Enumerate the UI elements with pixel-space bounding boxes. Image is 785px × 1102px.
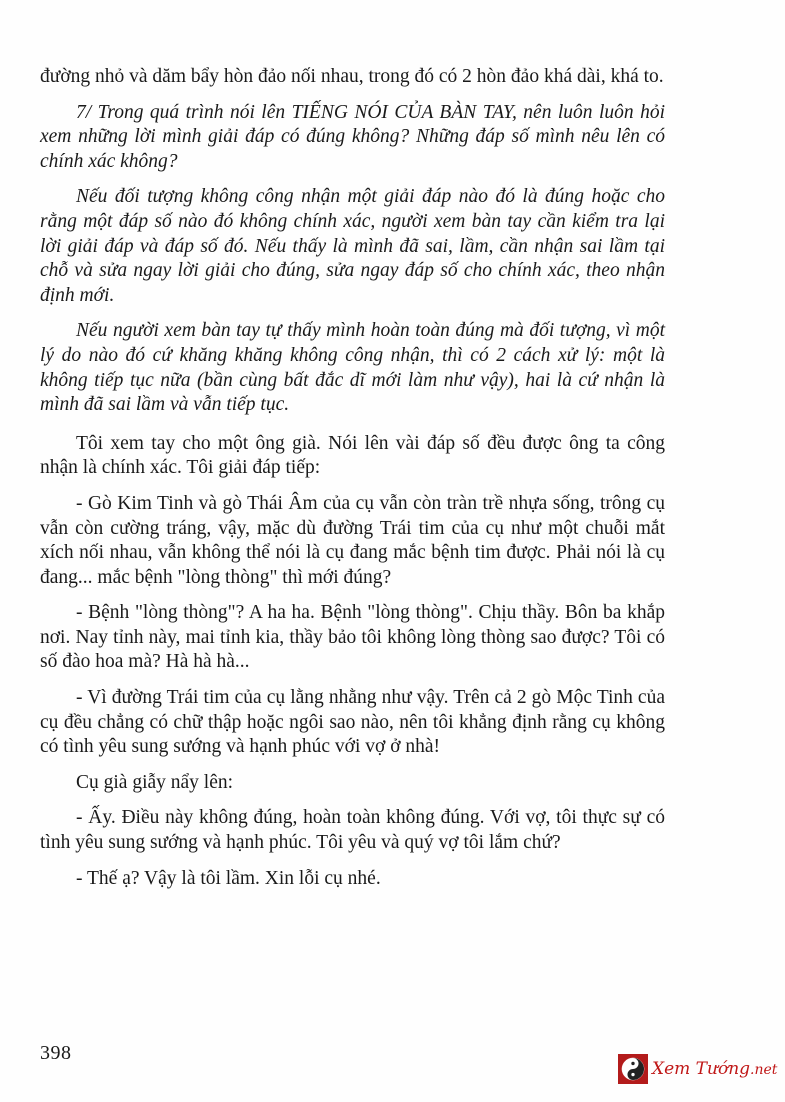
- body-text: [40, 65, 665, 902]
- page-number: 398: [40, 1042, 72, 1064]
- watermark-brand: Xem Tướng: [652, 1059, 751, 1079]
- paragraph-1: đường nhỏ và dăm bẩy hòn đảo nối nhau, trong đó có 2 hòn đảo khá dài, khá to.: [40, 66, 664, 87]
- yin-yang-icon: [618, 1054, 648, 1084]
- paragraph-9: Cụ già giẫy nẩy lên:: [76, 771, 234, 793]
- paragraph-10: - Ấy. Điều này không đúng, hoàn toàn không đúng. Với vợ, tôi thực sự có tình yêu sung sướng và hạnh phúc. Tôi yêu và quý vợ tôi lắm chứ?: [40, 807, 665, 854]
- paragraph-4: Nếu người xem bàn tay tự thấy mình hoàn toàn đúng mà đối tượng, vì một lý do nào đó cứ khăng khăng không công nhận, thì có 2 cách xử lý: một là không tiếp tục nữa (bần cùng bất đắc dĩ mới làm như vậy), hai là cứ nhận là mình đã sai lầm và vẫn tiếp tục.: [40, 320, 665, 416]
- paragraph-7: - Bệnh "lòng thòng"? A ha ha. Bệnh "lòng thòng". Chịu thầy. Bôn ba khắp nơi. Nay tỉnh này, mai tỉnh kia, thầy bảo tôi không lòng thòng sao được? Tôi có số đào hoa mà? Hà hà hà...: [40, 602, 665, 673]
- paragraph-6: - Gò Kim Tinh và gò Thái Âm của cụ vẫn còn tràn trề nhựa sống, trông cụ vẫn còn cường tráng, vậy, mặc dù đường Trái tim của cụ như một chuỗi mắt xích nối nhau, vẫn không thể nói là cụ đang mắc bệnh tim được. Phải nói là cụ đang... mắc bệnh "lòng thòng" thì mới đúng?: [40, 492, 665, 588]
- paragraph-11: - Thế ạ? Vậy là tôi lầm. Xin lỗi cụ nhé.: [76, 867, 381, 889]
- watermark-suffix: .net: [750, 1062, 778, 1078]
- watermark-logo[interactable]: [618, 1050, 778, 1088]
- watermark-text: [652, 1059, 777, 1079]
- paragraph-3: Nếu đối tượng không công nhận một giải đáp nào đó là đúng hoặc cho rằng một đáp số nào đó không chính xác, người xem bàn tay cần kiểm tra lại lời giải đáp và đáp số đó. Nếu thấy là mình đã sai, lầm, cần nhận sai lầm tại chỗ và sửa ngay lời giải cho đúng, sửa ngay đáp số cho chính xác, theo nhận định mới.: [40, 186, 665, 306]
- paragraph-2: 7/ Trong quá trình nói lên TIẾNG NÓI CỦA BÀN TAY, nên luôn luôn hỏi xem những lời mình giải đáp có đúng không? Những đáp số mình nêu lên có chính xác không?: [40, 101, 665, 172]
- paragraph-5: Tôi xem tay cho một ông già. Nói lên vài đáp số đều được ông ta công nhận là chính xác. Tôi giải đáp tiếp:: [40, 432, 665, 479]
- paragraph-8: - Vì đường Trái tim của cụ lằng nhằng như vậy. Trên cả 2 gò Mộc Tinh của cụ đều chẳng có chữ thập hoặc ngôi sao nào, nên tôi khẳng định rằng cụ không có tình yêu sung sướng và hạnh phúc với vợ ở nhà!: [40, 687, 665, 758]
